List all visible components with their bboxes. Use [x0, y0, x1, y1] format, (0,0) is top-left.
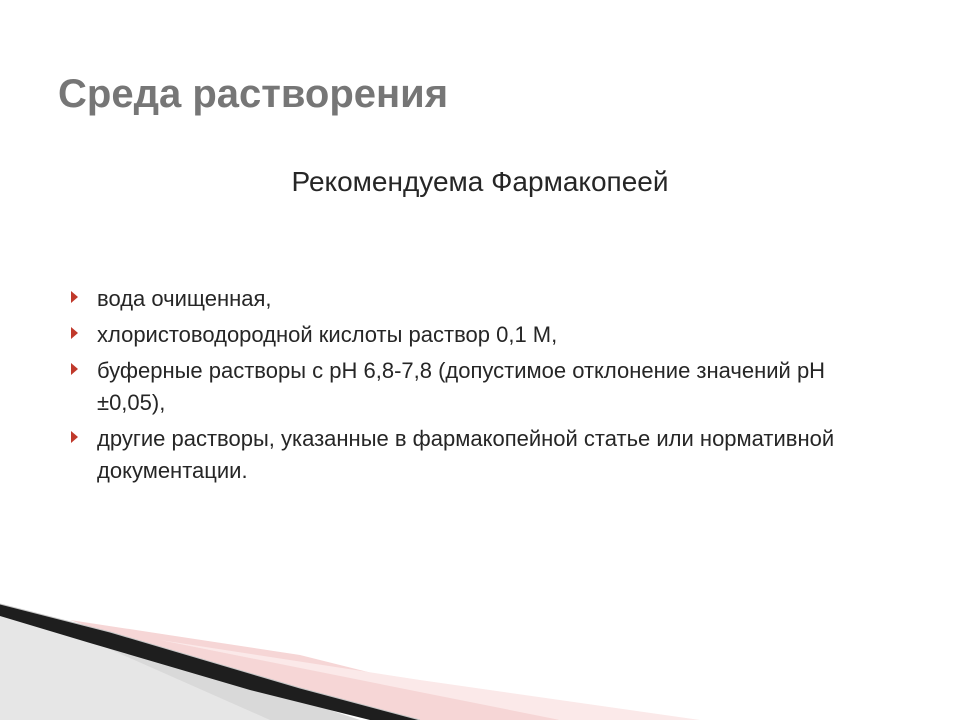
ribbon-pink-band	[70, 620, 560, 720]
bullet-item	[70, 283, 890, 315]
bullet-text: вода очищенная,	[97, 286, 272, 311]
bullet-text: другие растворы, указанные в фармакопейной статье или нормативной документации.	[97, 426, 835, 483]
bullet-text: хлористоводородной кислоты раствор 0,1 М,	[97, 322, 558, 347]
ribbon-grey-band	[0, 606, 360, 720]
slide-title: Среда растворения	[58, 72, 449, 116]
bullet-text: буферные растворы с pH 6,8-7,8 (допустимое отклонение значений pH ±0,05),	[97, 358, 826, 415]
slide-subtitle: Рекомендуема Фармакопеей	[291, 166, 669, 197]
ribbon-grey-light-band	[0, 612, 270, 720]
triangle-right-icon	[70, 325, 79, 341]
bullet-list	[70, 283, 890, 491]
triangle-right-icon	[70, 429, 79, 445]
bullet-item	[70, 355, 890, 419]
triangle-right-icon	[70, 289, 79, 305]
bullet-item	[70, 423, 890, 487]
ribbon-accent-line	[0, 604, 420, 720]
triangle-right-icon	[70, 361, 79, 377]
ribbon-dark-band	[0, 604, 420, 720]
ribbon-pink-light-band	[160, 640, 700, 720]
bullet-item	[70, 319, 890, 351]
